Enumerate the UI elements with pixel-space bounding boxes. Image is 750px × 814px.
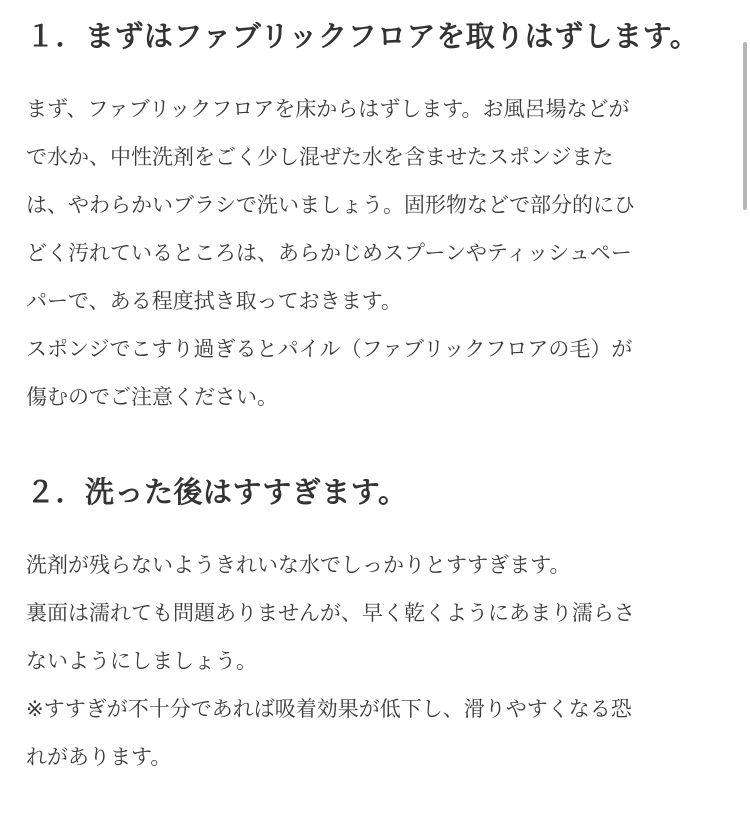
body-line: は、やわらかいブラシで洗いましょう。固形物などで部分的にひ: [26, 193, 635, 217]
body-line: ※すすぎが不十分であれば吸着効果が低下し、滑りやすくなる恐: [26, 697, 632, 721]
body-line: 洗剤が残らないようきれいな水でしっかりとすすぎます。: [26, 553, 571, 577]
body-line: で水か、中性洗剤をごく少し混ぜた水を含ませたスポンジまた: [26, 145, 614, 169]
body-line: ないようにしましょう。: [26, 649, 257, 673]
body-line: れがあります。: [26, 745, 172, 769]
vertical-scrollbar[interactable]: [740, 0, 750, 814]
body-line: まず、ファブリックフロアを床からはずします。お風呂場などが: [26, 97, 630, 121]
section-heading-2: ２．洗った後はすすぎます。: [26, 475, 408, 509]
section-body-1: [26, 85, 635, 421]
body-line: 裏面は濡れても問題ありませんが、早く乾くようにあまり濡らさ: [26, 601, 635, 625]
body-line: どく汚れているところは、あらかじめスプーンやティッシュペー: [26, 241, 632, 265]
section-body-2: [26, 541, 635, 781]
body-line: 傷むのでご注意ください。: [26, 385, 278, 409]
scrollbar-thumb[interactable]: [743, 42, 747, 210]
section-heading-1: １．まずはファブリックフロアを取りはずします。: [26, 19, 700, 53]
body-line: スポンジでこすり過ぎるとパイル（ファブリックフロアの毛）が: [26, 337, 633, 361]
body-line: パーで、ある程度拭き取っておきます。: [26, 289, 402, 313]
